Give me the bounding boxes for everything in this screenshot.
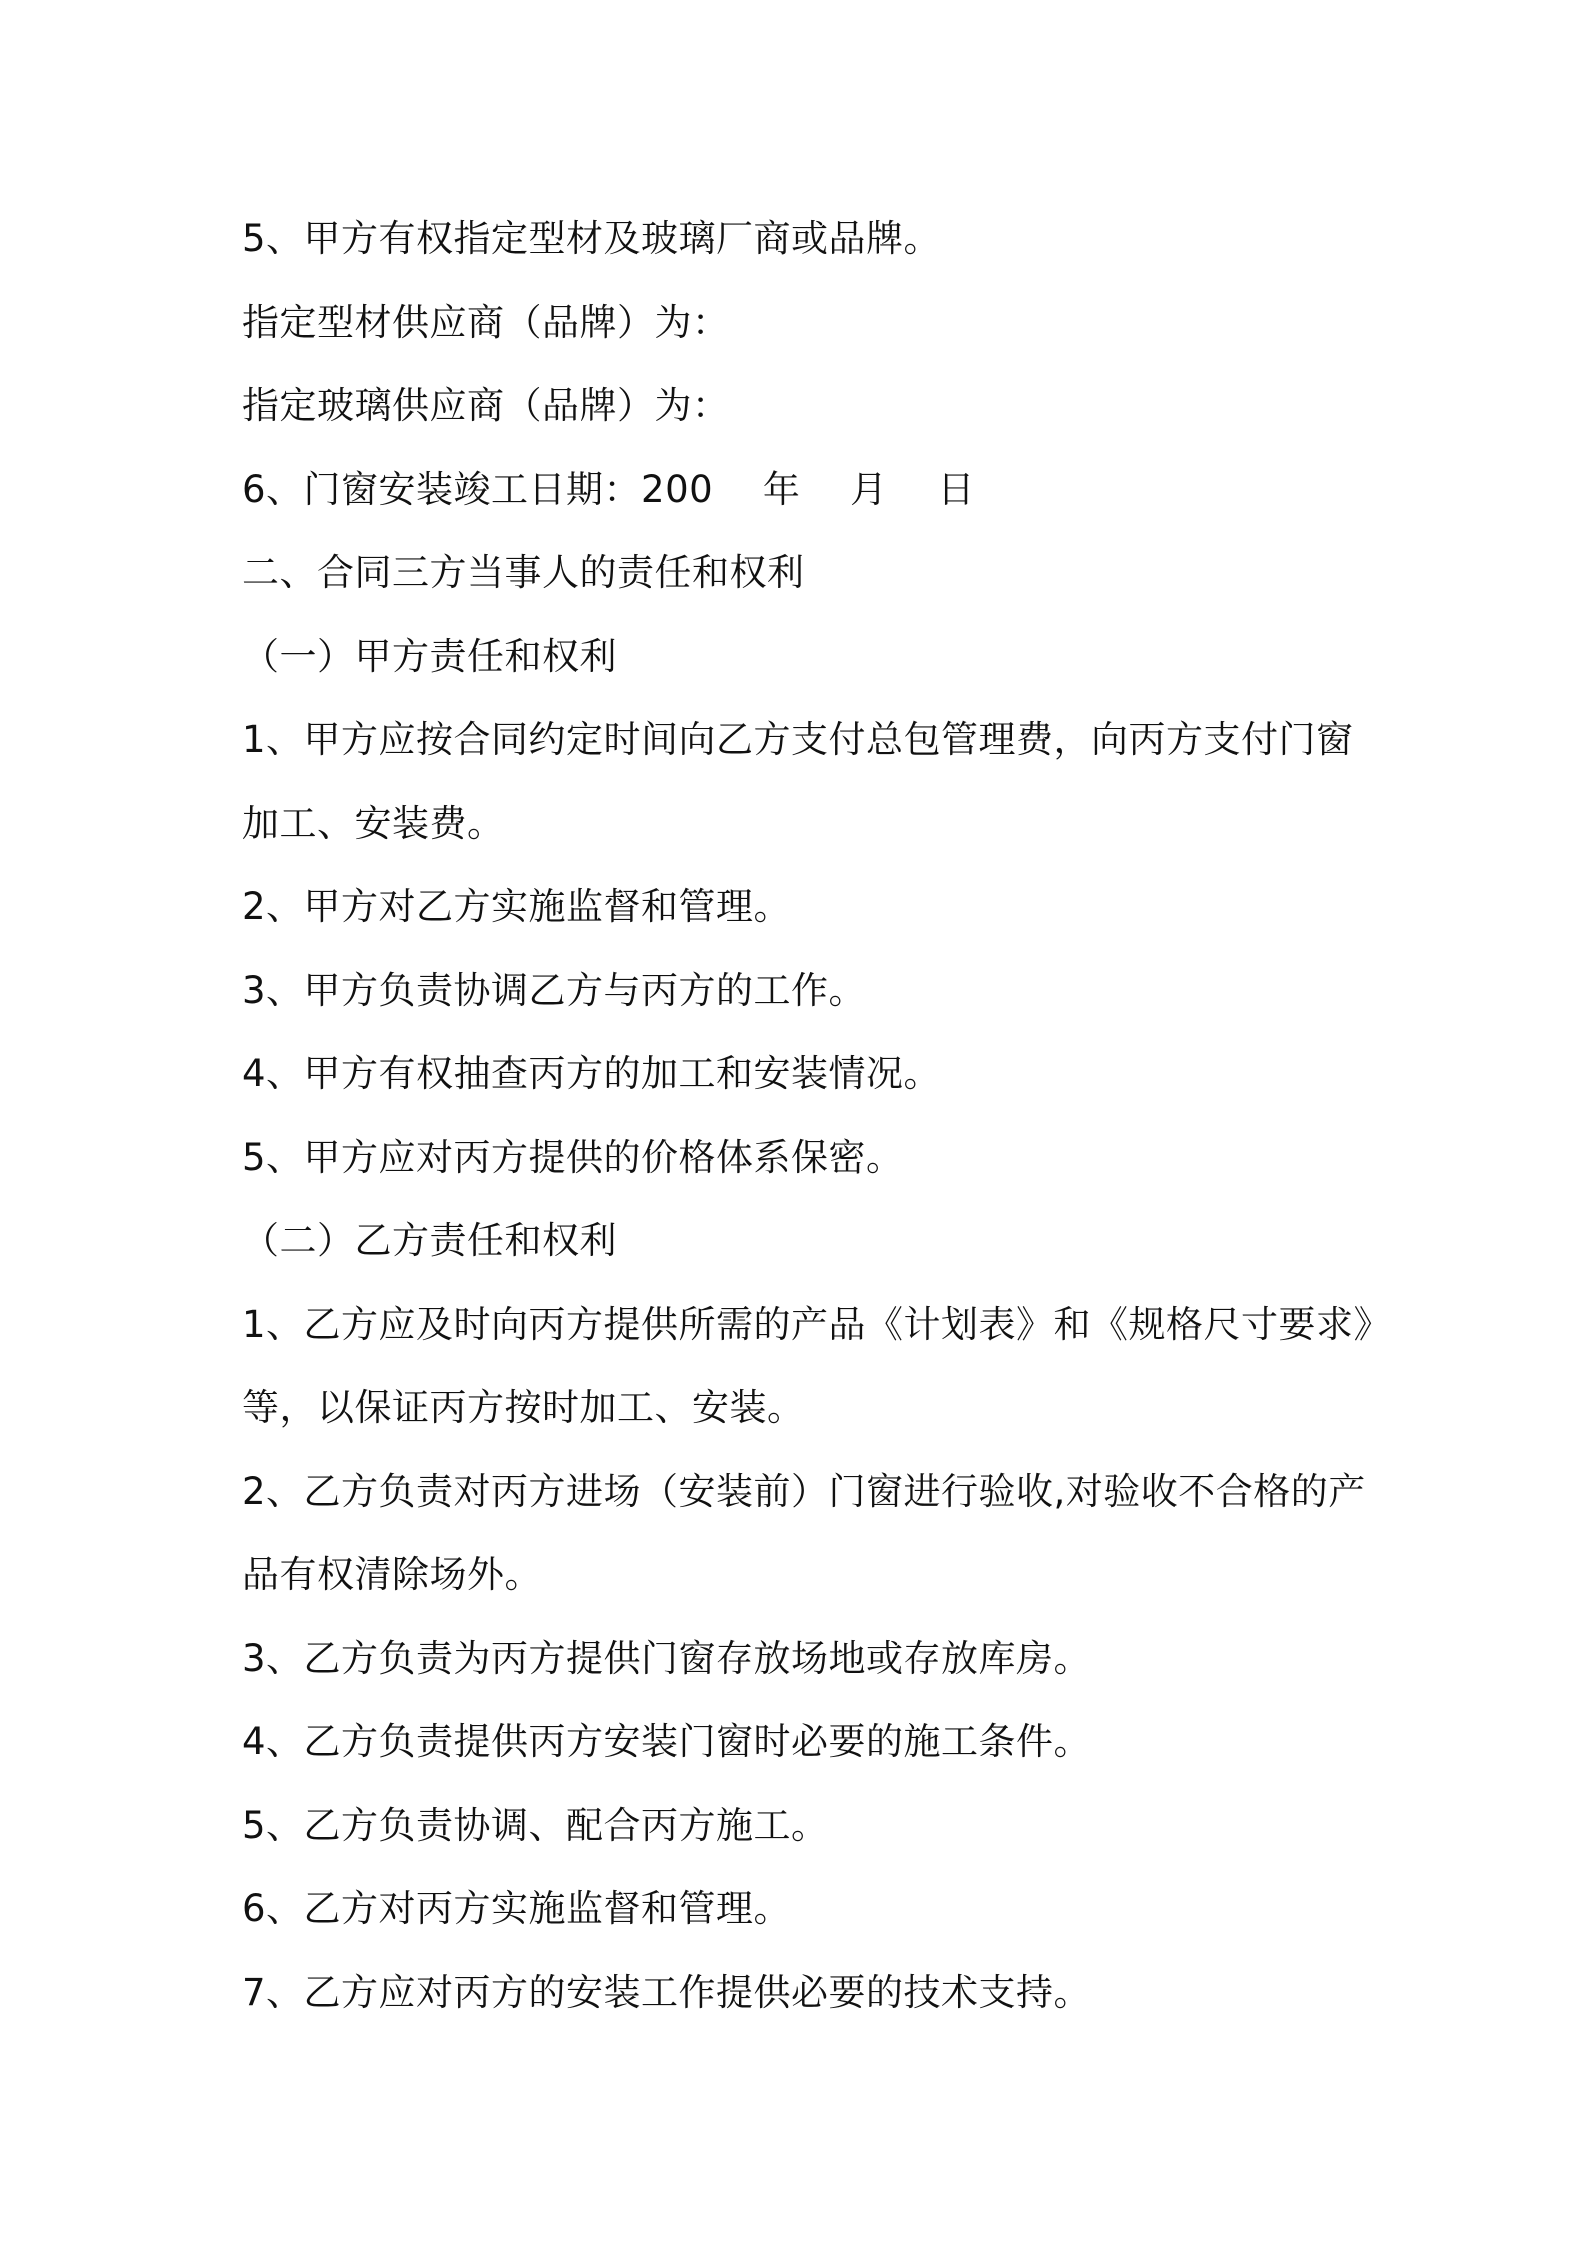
party-b-clause-7: 7、乙方应对丙方的安装工作提供必要的技术支持。 [242, 1970, 1092, 2014]
party-b-clause-3: 3、乙方负责为丙方提供门窗存放场地或存放库房。 [242, 1636, 1092, 1680]
party-b-clause-1-line-1: 1、乙方应及时向丙方提供所需的产品《计划表》和《规格尺寸要求》 [242, 1302, 1392, 1346]
party-a-clause-1-line-2: 加工、安装费。 [242, 801, 505, 845]
party-b-clause-4: 4、乙方负责提供丙方安装门窗时必要的施工条件。 [242, 1720, 1092, 1763]
clause-6-completion-date: 6、门窗安装竣工日期：200 年 月 日 [242, 467, 975, 511]
subheading-party-a: （一）甲方责任和权利 [242, 634, 617, 678]
subheading-party-b: （二）乙方责任和权利 [242, 1219, 617, 1262]
clause-5-brand-right: 5、甲方有权指定型材及玻璃厂商或品牌。 [242, 217, 942, 260]
document-body [242, 197, 1392, 2034]
party-a-clause-5: 5、甲方应对丙方提供的价格体系保密。 [242, 1135, 904, 1179]
party-b-clause-2-line-1: 2、乙方负责对丙方进场（安装前）门窗进行验收,对验收不合格的产 [242, 1469, 1366, 1513]
party-a-clause-3: 3、甲方负责协调乙方与丙方的工作。 [242, 968, 867, 1012]
glass-supplier-line: 指定玻璃供应商（品牌）为： [242, 384, 730, 427]
party-a-clause-2: 2、甲方对乙方实施监督和管理。 [242, 885, 792, 928]
party-a-clause-4: 4、甲方有权抽查丙方的加工和安装情况。 [242, 1052, 942, 1095]
section-heading-responsibilities: 二、合同三方当事人的责任和权利 [242, 551, 805, 594]
profile-supplier-line: 指定型材供应商（品牌）为： [242, 300, 730, 344]
party-a-clause-1-line-1: 1、甲方应按合同约定时间向乙方支付总包管理费，向丙方支付门窗 [242, 718, 1354, 761]
party-b-clause-6: 6、乙方对丙方实施监督和管理。 [242, 1887, 792, 1930]
party-b-clause-5: 5、乙方负责协调、配合丙方施工。 [242, 1803, 829, 1847]
party-b-clause-2-line-2: 品有权清除场外。 [242, 1553, 542, 1596]
party-b-clause-1-line-2: 等，以保证丙方按时加工、安装。 [242, 1386, 805, 1429]
